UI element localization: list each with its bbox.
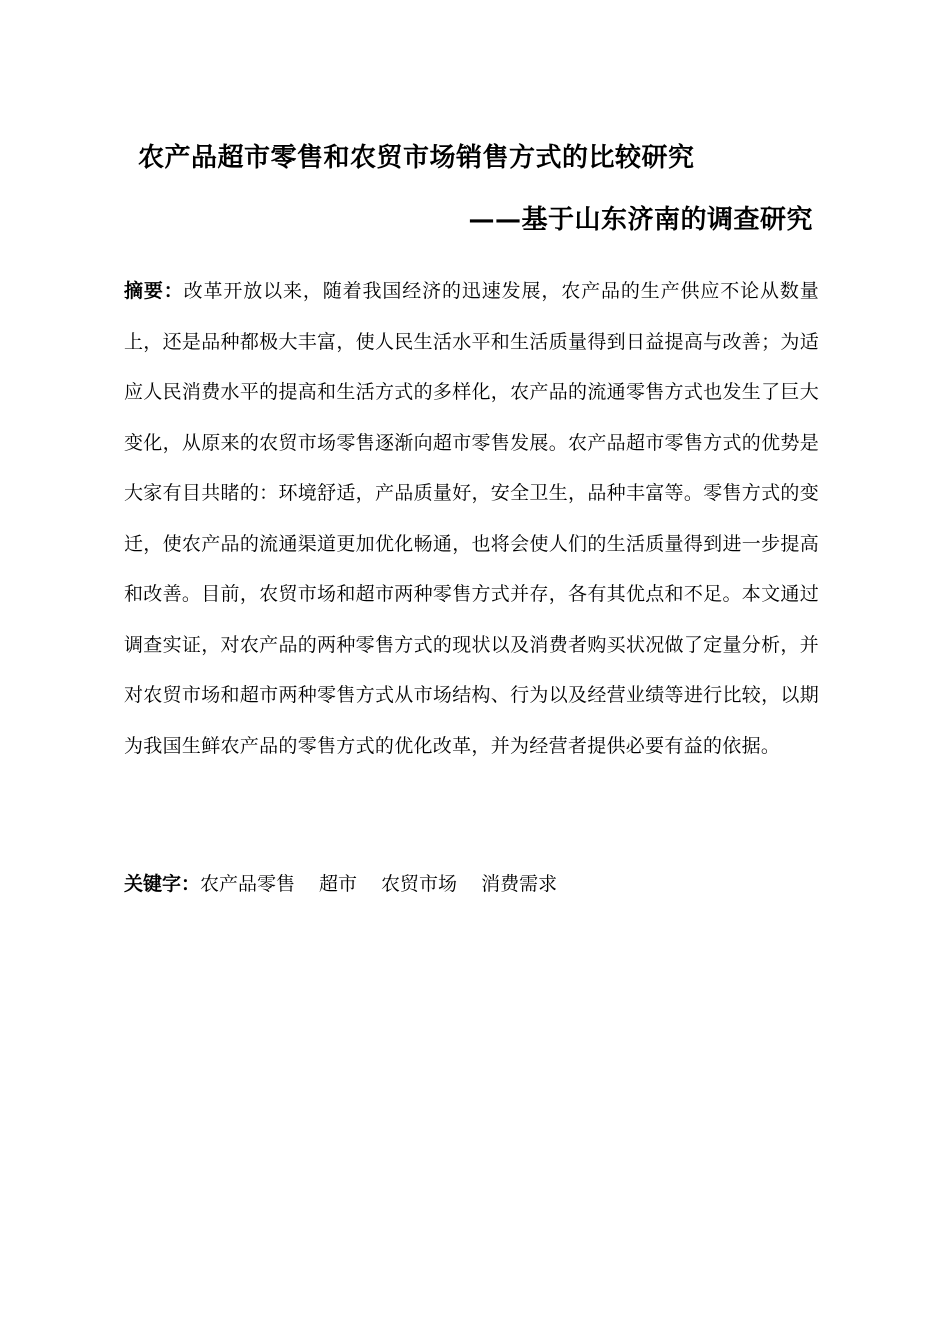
keywords-label: 关键字：: [124, 873, 201, 895]
keywords-line: [124, 866, 581, 902]
paper-title: 农产品超市零售和农贸市场销售方式的比较研究: [138, 143, 695, 173]
keyword-item: 农产品零售: [200, 873, 296, 895]
abstract-text: 改革开放以来，随着我国经济的迅速发展，农产品的生产供应不论从数量上，还是品种都极大丰富，使人民生活水平和生活质量得到日益提高与改善；为适应人民消费水平的提高和生活方式的多样化，农产品的流通零售方式也发生了巨大变化，从原来的农贸市场零售逐渐向超市零售发展。农产品超市零售方式的优势是大家有目共睹的：环境舒适，产品质量好，安全卫生，品种丰富等。零售方式的变迁，使农产品的流通渠道更加优化畅通，也将会使人们的生活质量得到进一步提高和改善。目前，农贸市场和超市两种零售方式并存，各有其优点和不足。本文通过调查实证，对农产品的两种零售方式的现状以及消费者购买状况做了定量分析，并对农贸市场和超市两种零售方式从市场结构、行为以及经营业绩等进行比较，以期为我国生鲜农产品的零售方式的优化改革，并为经营者提供必要有益的依据。: [124, 280, 819, 757]
abstract-label: 摘要：: [124, 280, 184, 302]
keyword-item: 农贸市场: [381, 873, 458, 895]
keyword-item: 超市: [319, 873, 358, 895]
abstract-paragraph: [124, 266, 819, 771]
paper-subtitle: ——基于山东济南的调查研究: [468, 205, 813, 235]
keyword-item: 消费需求: [481, 873, 558, 895]
